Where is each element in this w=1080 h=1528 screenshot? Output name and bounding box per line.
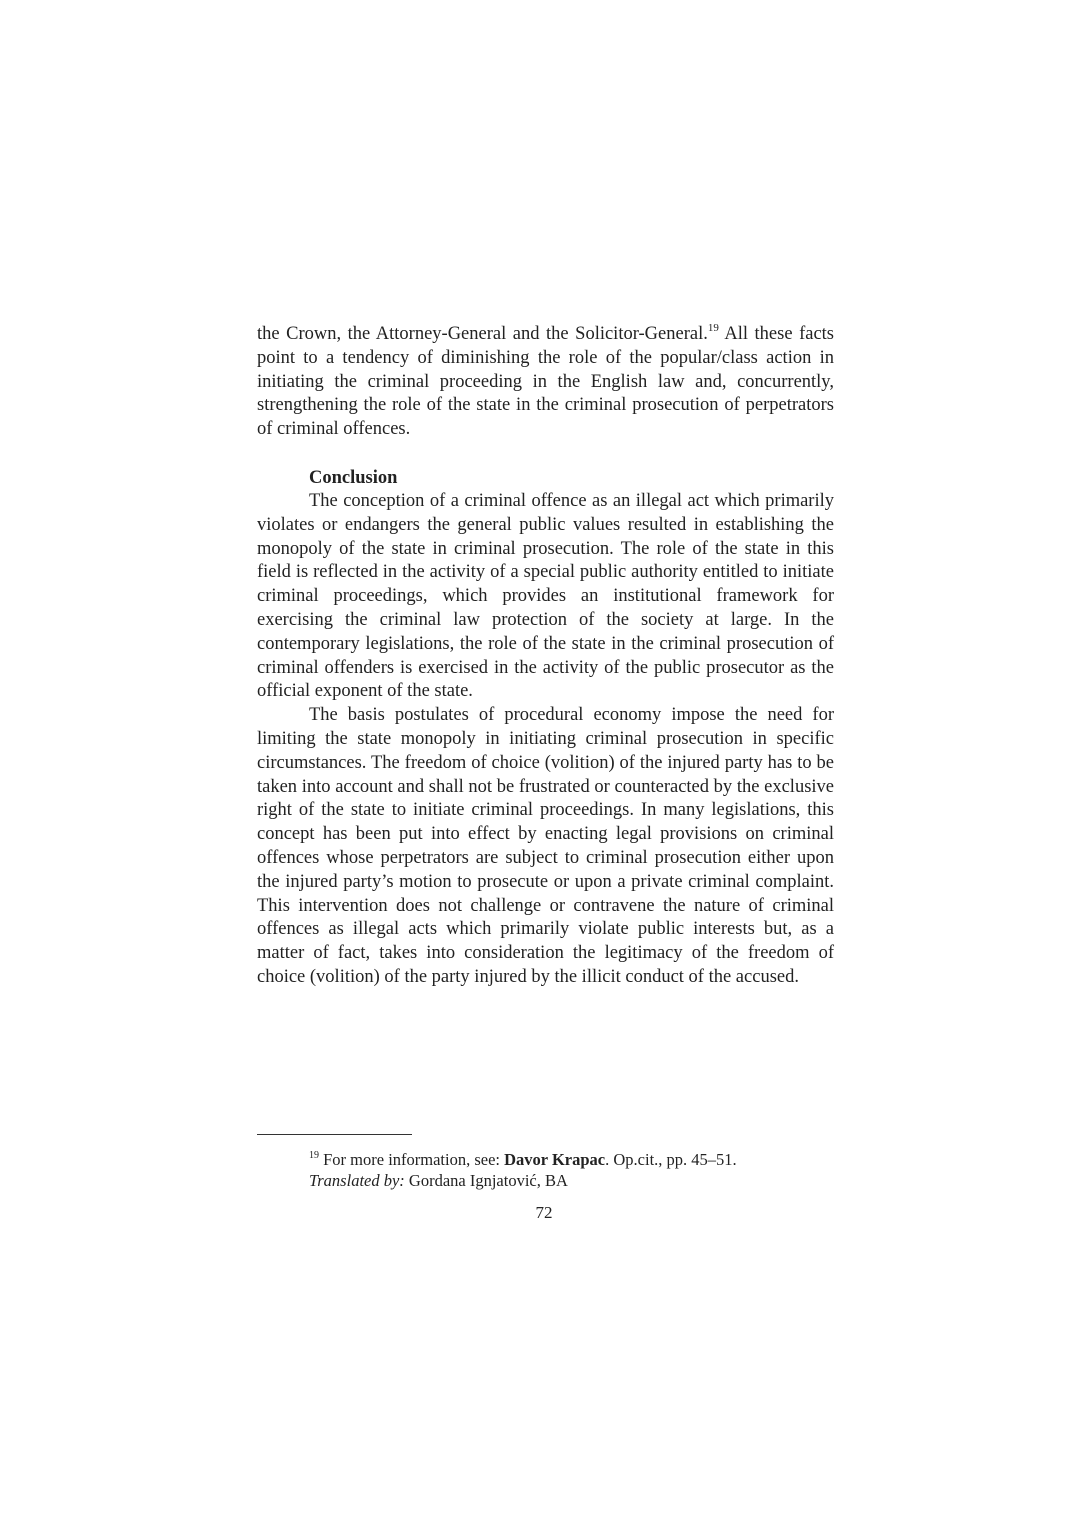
footnote-author: Davor Krapac	[504, 1150, 606, 1169]
footnote-19	[309, 1149, 849, 1170]
intro-text-after-ref: All these facts point to a tendency of diminishing the role of the popular/class action in initiating the criminal proceeding in the English law and, concurrently, strengthening the role of the state in the criminal prosecution of perpetrators of criminal offences.	[257, 324, 835, 440]
footnote-suffix: . Op.cit., pp. 45–51.	[605, 1150, 737, 1169]
intro-text-before-ref: the Crown, the Attorney-General and the Solicitor-General.	[257, 324, 708, 344]
conclusion-paragraph-2: The basis postulates of procedural economy impose the need for limiting the state monopoly in initiating criminal prosecution in specific circumstances. The freedom of choice (volition) of the injured party has to be taken into account and shall not be frustrated or counteracted by the exclusive right of the state to initiate criminal proceedings. In many legislations, this concept has been put into effect by enacting legal provisions on criminal offences whose perpetrators are subject to criminal prosecution either upon the injured party’s motion to prosecute or upon a private criminal complaint. This intervention does not challenge or contravene the nature of criminal offences as illegal acts which primarily violate public interests but, as a matter of fact, takes into consideration the legitimacy of the freedom of choice (volition) of the party injured by the illicit conduct of the accused.	[257, 705, 834, 987]
footnote-prefix: For more information, see:	[319, 1150, 505, 1169]
translator-name: Gordana Ignjatović, BA	[404, 1171, 568, 1190]
translator-credit	[309, 1170, 849, 1191]
intro-paragraph	[257, 323, 834, 442]
footnote-number: 19	[309, 1149, 319, 1161]
footnote-separator	[257, 1134, 412, 1135]
conclusion-section	[257, 466, 834, 990]
page-number: 72	[535, 1203, 553, 1222]
footnote-reference-19[interactable]: 19	[707, 321, 719, 334]
translator-label: Translated by:	[309, 1171, 405, 1190]
conclusion-paragraph-1: The conception of a criminal offence as an illegal act which primarily violates or endangers the general public values resulted in establishing the monopoly of the state in criminal prosecution. The role of the state in this field is reflected in the activity of a special public authority entitled to initiate criminal proceedings, which provides an institutional framework for exercising the criminal law protection of the society at large. In the contemporary legislations, the role of the state in the criminal prosecution of criminal offenders is exercised in the activity of the public prosecutor as the official exponent of the state.	[257, 491, 834, 702]
intro-paragraph-block	[257, 323, 834, 442]
conclusion-heading: Conclusion	[309, 468, 398, 488]
